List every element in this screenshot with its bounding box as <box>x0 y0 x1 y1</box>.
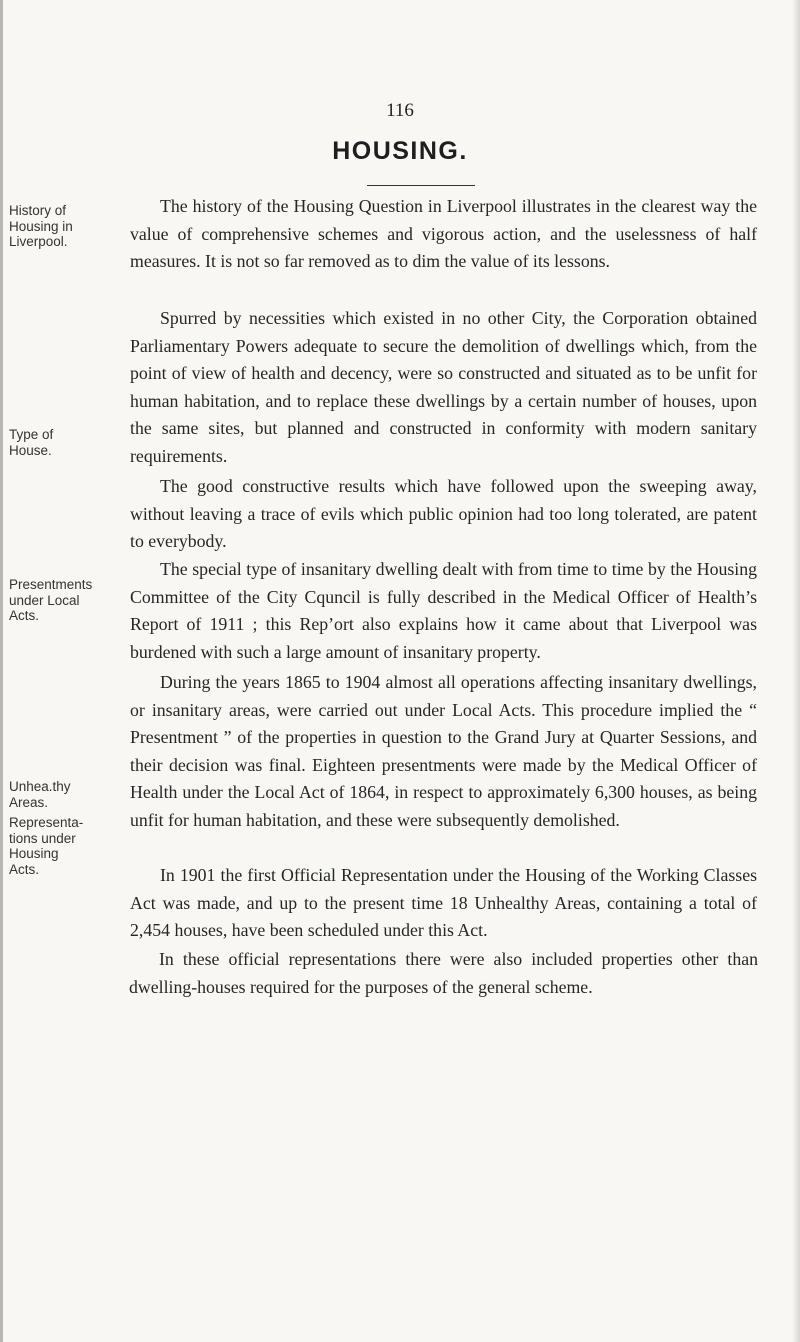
margin-note-presentments: Presentments under Local Acts. <box>9 577 93 623</box>
margin-note-representations: Representa- tions under Housing Acts. <box>9 815 84 877</box>
title-rule <box>367 185 475 186</box>
paragraph-constructive: The good constructive results which have followed upon the sweeping away, without leaving a trace of evils which public opinion had too long tolerated, are patent to everybody. <box>130 476 757 552</box>
margin-note-type: Type of House. <box>9 427 54 458</box>
paragraph-spurred: Spurred by necessities which existed in no other City, the Corporation obtained Parliamentary Powers adequate to secure the demolition of dwellings which, from the point of view of health and decency, were so constructed and situated as to be unfit for human habitation, and to replace these dwellings by a certain number of houses, upon the same sites, but planned and constructed in conformity with modern sanitary requirements. <box>130 308 757 466</box>
page-number: 116 <box>386 100 414 121</box>
paragraph-representation-1901: In 1901 the first Official Representation under the Housing of the Working Classes Act was made, and up to the present time 18 Unhealthy Areas, containing a total of 2,454 houses, have been scheduled under this Act. <box>130 865 757 941</box>
paragraph-presentments: During the years 1865 to 1904 almost all operations affecting insanitary dwellings, or insanitary areas, were carried out under Local Acts. This procedure implied the “ Presentment ” of the properties in question to the Grand Jury at Quarter Sessions, and their decision was final. Eighteen presentments were made by the Medical Officer of Health under the Local Act of 1864, in respect to approximately 6,300 houses, as being unfit for human habitation, and these were subsequently demolished. <box>130 672 757 830</box>
paragraph-official-representations: In these official representations there were also included properties other than dwelling-houses required for the purposes of the general scheme. <box>129 949 758 997</box>
paragraph-type-of-house: The special type of insanitary dwelling dealt with from time to time by the Housing Committee of the City Cquncil is fully described in the Medical Officer of Health’s Report of 1911 ; this Rep’ort also explains how it came about that Liverpool was burdened with such a large amount of insanitary property. <box>130 559 757 662</box>
margin-note-unhealthy: Unhea.thy Areas. <box>9 779 71 810</box>
page-title: HOUSING. <box>332 137 468 165</box>
scan-shadow-right <box>792 0 800 1342</box>
paragraph-history: The history of the Housing Question in Liverpool illustrates in the clearest way the value of comprehensive schemes and vigorous action, and the uselessness of half measures. It is not so far removed as to dim the value of its lessons. <box>130 196 757 272</box>
scan-shadow-left <box>0 0 3 1342</box>
margin-note-history: History of Housing in Liverpool. <box>9 203 73 249</box>
